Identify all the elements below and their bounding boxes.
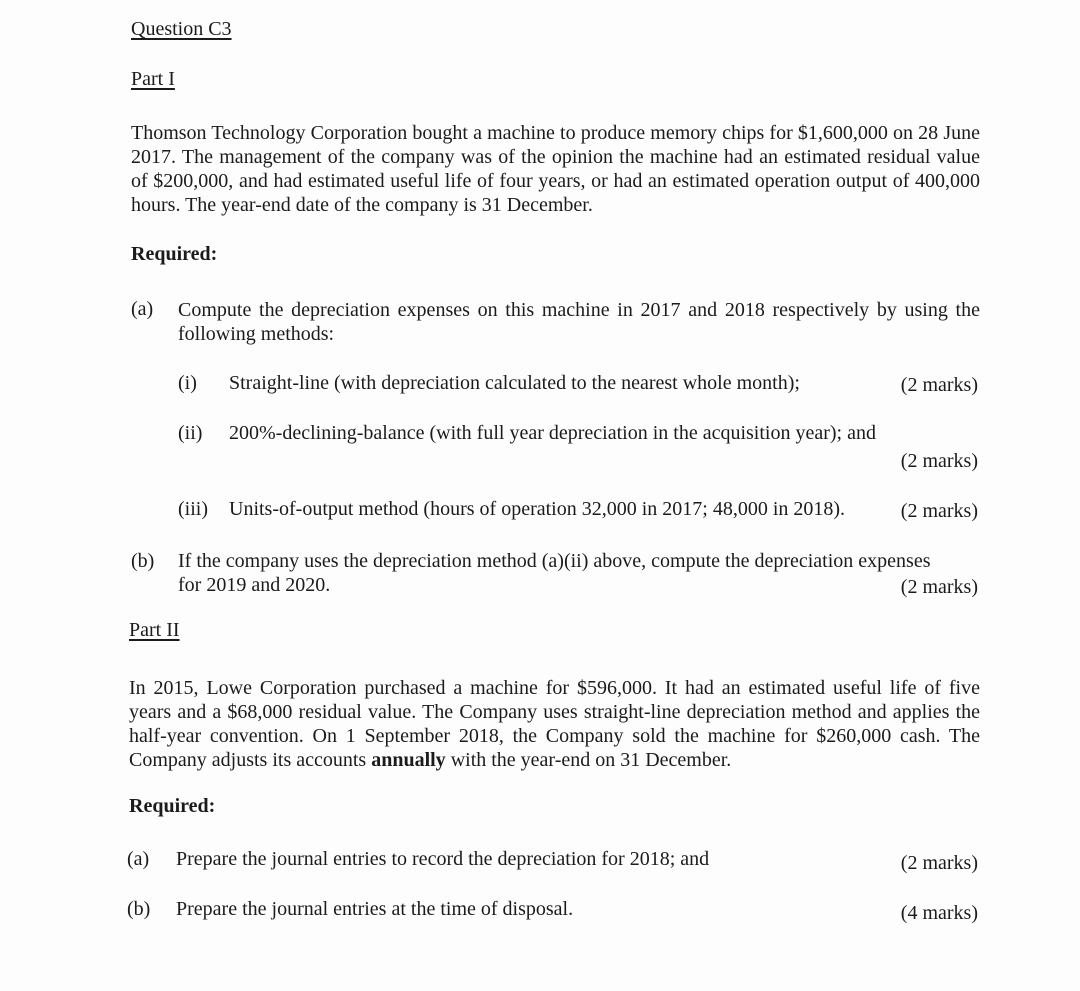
part2-a-text: Prepare the journal entries to record the depreciation for 2018; and — [176, 848, 710, 870]
part2-a-marks: (2 marks) — [900, 852, 978, 874]
part2-paragraph-bold: annually — [371, 749, 446, 771]
part1-b-label: (b) — [131, 550, 155, 572]
part2-paragraph — [129, 676, 980, 772]
part2-b-text: Prepare the journal entries at the time of disposal. — [176, 898, 574, 920]
question-title: Question C3 — [131, 18, 232, 40]
part1-b-line2: for 2019 and 2020. — [178, 574, 331, 596]
part2-b-marks: (4 marks) — [900, 902, 978, 924]
part1-b-line1: If the company uses the depreciation method (a)(ii) above, compute the depreciation expenses — [178, 550, 931, 572]
part2-b-label: (b) — [127, 898, 151, 920]
part1-paragraph: Thomson Technology Corporation bought a machine to produce memory chips for $1,600,000 on 28 June 2017. The management of the company was of the opinion the machine had an estimated residual value of $200,000, and had estimated useful life of four years, or had an estimated operation output of 400,000 hours. The year-end date of the company is 31 December. — [131, 122, 980, 216]
item-ii-text: 200%-declining-balance (with full year depreciation in the acquisition year); and — [229, 422, 876, 444]
part2-paragraph-text-1: In 2015, Lowe Corporation purchased a machine for $596,000. It had an estimated useful life of five years and a $68,000 residual value. The Company uses straight-line depreciation method and applies the half-year convention. On 1 September 2018, the Company sold the machine for $260,000 cash. The Company adjusts its accounts — [129, 677, 980, 771]
part1-a-text: Compute the depreciation expenses on this machine in 2017 and 2018 respectively by using the following methods: — [178, 299, 980, 345]
part2-required: Required: — [129, 795, 216, 817]
part2-paragraph-text-2: with the year-end on 31 December. — [445, 749, 732, 771]
part2-heading: Part II — [129, 619, 180, 641]
part1-heading: Part I — [131, 68, 175, 90]
item-i-label: (i) — [178, 372, 197, 394]
item-iii-marks: (2 marks) — [900, 500, 978, 522]
part2-a-label: (a) — [127, 848, 150, 870]
item-i-marks: (2 marks) — [900, 374, 978, 396]
item-ii-label: (ii) — [178, 422, 203, 444]
part1-required: Required: — [131, 243, 218, 265]
item-i-text: Straight-line (with depreciation calculated to the nearest whole month); — [229, 372, 800, 394]
part1-b-marks: (2 marks) — [900, 576, 978, 598]
item-ii-marks: (2 marks) — [900, 450, 978, 472]
item-iii-label: (iii) — [178, 498, 208, 520]
part1-a-label: (a) — [131, 298, 154, 320]
item-iii-text: Units-of-output method (hours of operation 32,000 in 2017; 48,000 in 2018). — [229, 498, 846, 520]
